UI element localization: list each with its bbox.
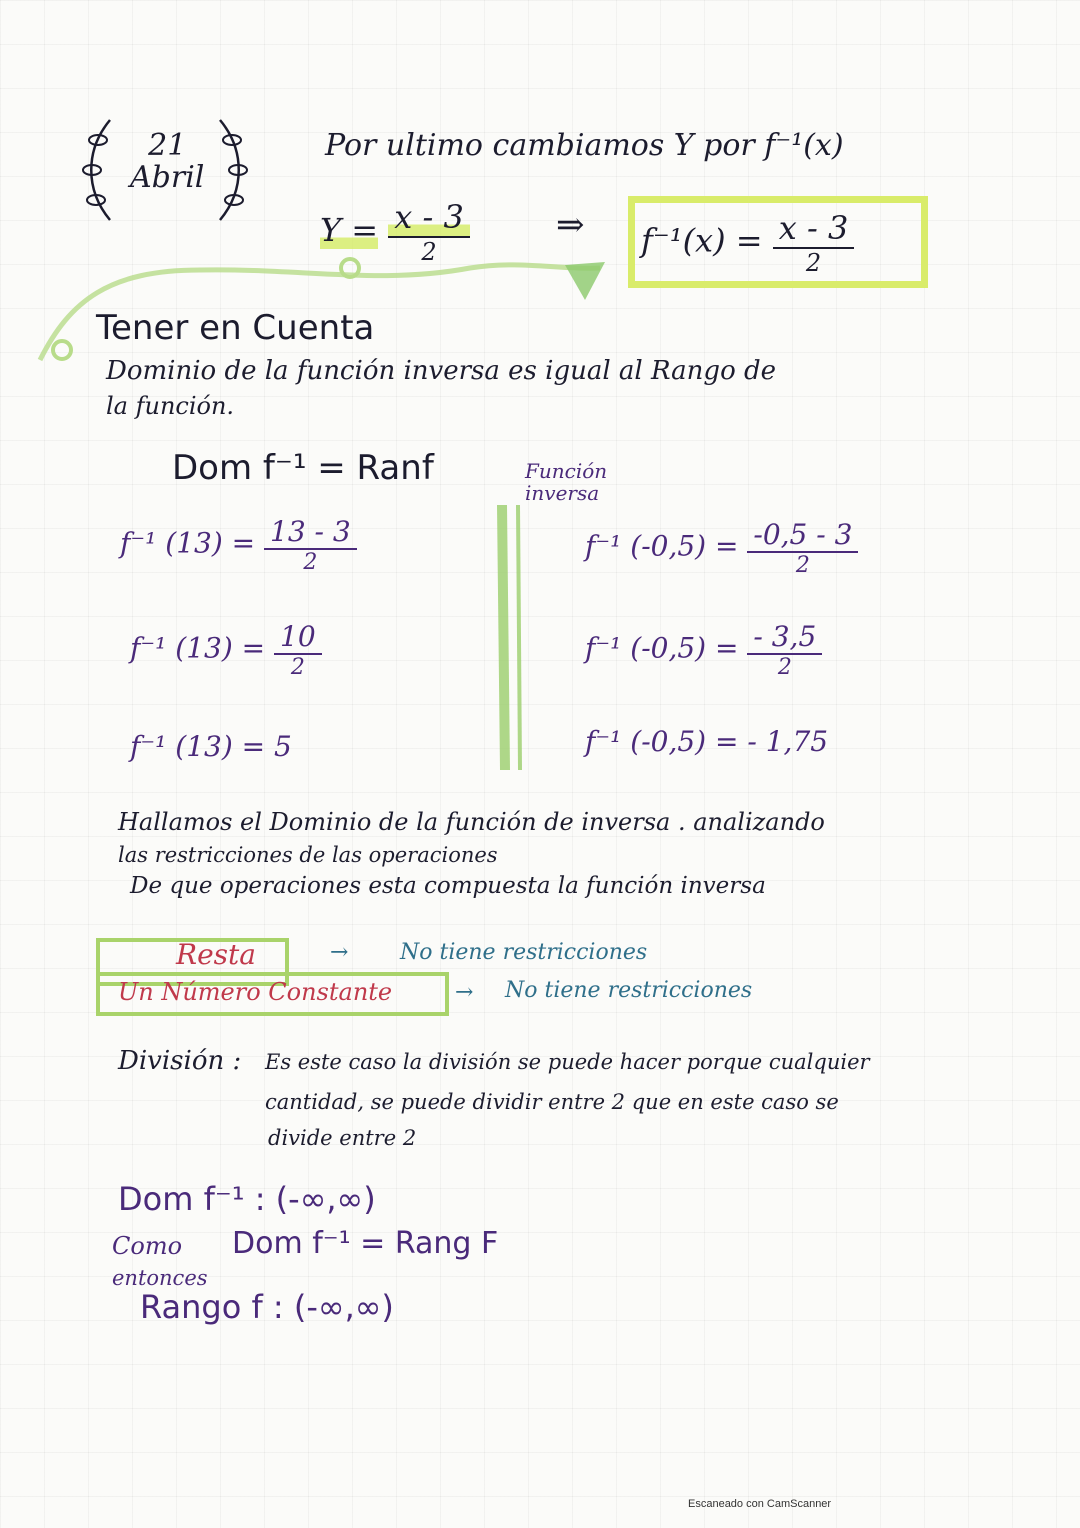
equation-y: Y = xyxy=(320,210,379,249)
right-step1-num: -0,5 - 3 xyxy=(747,518,858,553)
date-badge xyxy=(130,130,204,194)
division-line3: divide entre 2 xyxy=(268,1126,417,1150)
result-num: x - 3 xyxy=(773,209,855,249)
left-step1-lhs: f⁻¹ (13) = xyxy=(120,526,256,560)
right-step1 xyxy=(585,518,858,578)
right-step2-num: - 3,5 xyxy=(747,620,822,655)
operation-2-name: Un Número Constante xyxy=(118,978,393,1006)
operation-2-note: No tiene restricciones xyxy=(505,978,753,1003)
date-day: 21 xyxy=(148,128,187,163)
division-line2: cantidad, se puede dividir entre 2 que en este caso se xyxy=(265,1090,839,1114)
division-label: División : xyxy=(118,1046,242,1076)
right-step1-lhs: f⁻¹ (-0,5) = xyxy=(585,529,739,563)
right-step3: f⁻¹ (-0,5) = - 1,75 xyxy=(585,725,829,758)
operation-1-name: Resta xyxy=(176,938,256,971)
left-step3: f⁻¹ (13) = 5 xyxy=(130,730,292,763)
left-step2-fraction xyxy=(274,620,322,680)
right-step2 xyxy=(585,620,822,680)
right-step1-fraction xyxy=(747,518,858,578)
equation-fraction xyxy=(388,198,470,266)
left-step1-den: 2 xyxy=(303,550,318,575)
left-step1-num: 13 - 3 xyxy=(264,515,357,550)
conclusion-line3: Rango f : (-∞,∞) xyxy=(140,1288,394,1326)
operation-1-arrow: → xyxy=(330,940,349,965)
note-formula: Dom f⁻¹ = Ranf xyxy=(172,448,434,488)
right-step2-lhs: f⁻¹ (-0,5) = xyxy=(585,631,739,665)
conclusion-line2: Dom f⁻¹ = Rang F xyxy=(232,1226,499,1261)
equation-lhs xyxy=(320,198,470,266)
divider-green-2 xyxy=(518,505,520,770)
conclusion-entonces: entonces xyxy=(112,1266,208,1290)
result-den: 2 xyxy=(805,249,822,277)
left-step2-den: 2 xyxy=(290,655,305,680)
paragraph-line2: las restricciones de las operaciones xyxy=(118,843,498,867)
right-step2-fraction xyxy=(747,620,822,680)
left-step2 xyxy=(130,620,322,680)
note-tag: Función inversa xyxy=(525,459,608,505)
result-box xyxy=(628,196,928,288)
paragraph-line3: De que operaciones esta compuesta la función inversa xyxy=(130,873,766,899)
result-lhs: f⁻¹(x) = xyxy=(641,221,763,260)
vine-circle-left xyxy=(53,341,71,359)
implies-arrow: ⇒ xyxy=(556,205,585,245)
date-month: Abril xyxy=(130,160,205,195)
vine-leaf xyxy=(565,262,605,300)
conclusion-line1: Dom f⁻¹ : (-∞,∞) xyxy=(118,1180,376,1218)
divider-green xyxy=(502,505,505,770)
result-fraction xyxy=(773,209,855,277)
header-sentence: Por ultimo cambiamos Y por f⁻¹(x) xyxy=(325,128,844,163)
paragraph-line1: Hallamos el Dominio de la función de inversa . analizando xyxy=(118,808,825,836)
equation-den: 2 xyxy=(421,238,437,266)
division-line1: Es este caso la división se puede hacer porque cualquier xyxy=(265,1050,870,1074)
left-step1 xyxy=(120,515,357,575)
operation-1-note: No tiene restricciones xyxy=(400,940,648,965)
left-step1-fraction xyxy=(264,515,357,575)
left-step2-num: 10 xyxy=(274,620,322,655)
note-line2: la función. xyxy=(106,392,235,420)
right-step1-den: 2 xyxy=(795,553,810,578)
equation-num: x - 3 xyxy=(388,198,470,238)
scanner-watermark: Escaneado con CamScanner xyxy=(688,1498,832,1510)
conclusion-como: Como xyxy=(112,1232,183,1260)
note-line1: Dominio de la función inversa es igual al Rango de xyxy=(106,356,777,386)
operation-2-arrow: → xyxy=(455,980,474,1005)
left-step2-lhs: f⁻¹ (13) = xyxy=(130,631,266,665)
right-step2-den: 2 xyxy=(777,655,792,680)
note-title: Tener en Cuenta xyxy=(96,308,375,348)
